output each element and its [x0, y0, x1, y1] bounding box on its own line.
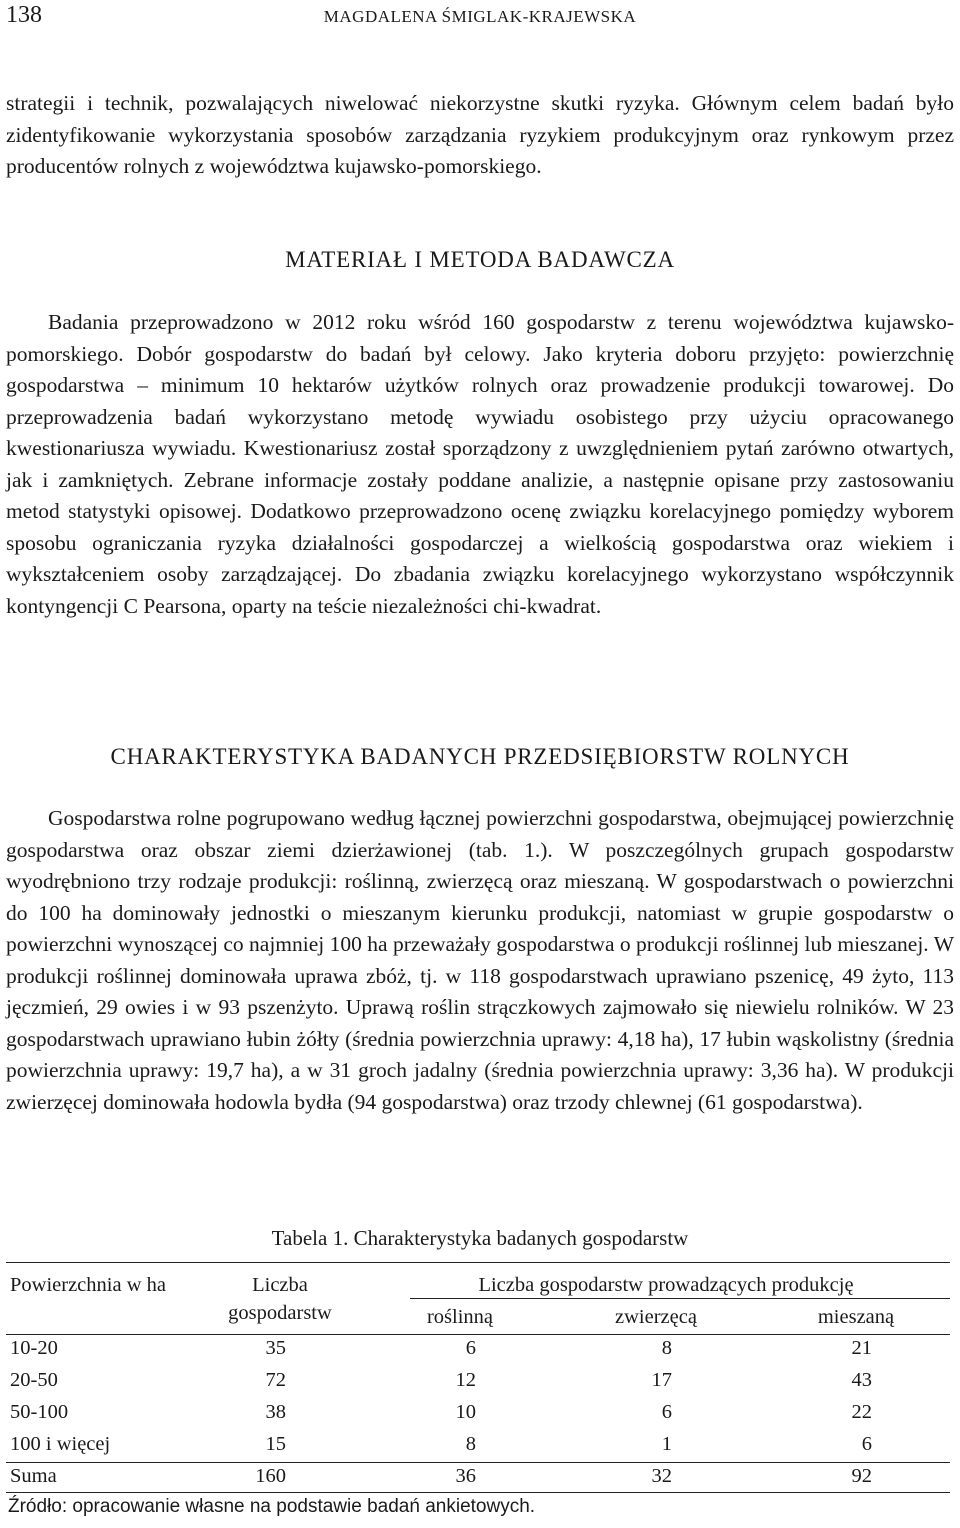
table-caption: Tabela 1. Charakterystyka badanych gospodarstw: [271, 1226, 689, 1250]
cell-mixed: 21: [851, 1337, 872, 1359]
cell-count: 72: [265, 1369, 286, 1391]
header-count-line2: gospodarstw: [228, 1302, 332, 1324]
cell-animal-total: 32: [651, 1465, 672, 1487]
table-bottom-rule: [6, 1492, 950, 1493]
page-number: 138: [6, 2, 42, 28]
table-header-rule: [6, 1334, 950, 1335]
cell-area: 20-50: [10, 1369, 58, 1391]
cell-area-total: Suma: [10, 1465, 57, 1487]
cell-plant: 6: [465, 1337, 476, 1359]
cell-mixed: 22: [851, 1401, 872, 1423]
cell-area: 100 i więcej: [10, 1433, 111, 1455]
header-area: Powierzchnia w ha: [10, 1274, 166, 1296]
cell-animal: 6: [661, 1401, 672, 1423]
cell-plant-total: 36: [455, 1465, 476, 1487]
cell-plant: 8: [465, 1433, 476, 1455]
cell-animal: 1: [661, 1433, 672, 1455]
cell-mixed-total: 92: [851, 1465, 872, 1487]
intro-paragraph: [6, 88, 954, 183]
cell-area: 50-100: [10, 1401, 69, 1423]
cell-animal: 8: [661, 1337, 672, 1359]
cell-mixed: 6: [861, 1433, 872, 1455]
table-top-rule: [6, 1262, 950, 1263]
header-mixed: mieszaną: [817, 1306, 895, 1328]
cell-count-total: 160: [255, 1465, 286, 1487]
characteristics-paragraph: [6, 803, 954, 1118]
method-paragraph-text: Badania przeprowadzono w 2012 roku wśród 160 gospodarstw z terenu województwa kujawsko-pomorskiego. Dobór gospodarstw do badań był celowy. Jako kryteria doboru przyjęto: powierzchnię gospodarstwa – minimum 10 hektarów użytków rolnych oraz prowadzenie produkcji towarowej. Do przeprowadzenia badań wykorzystano metodę wywiadu osobistego przy użyciu opracowanego kwestionariusza wywiadu. Kwestionariusz został sporządzony z uwzględnieniem pytań zarówno otwartych, jak i zamkniętych. Zebrane informacje zostały poddane analizie, a następnie opisane przy zastosowaniu metod statystyki opisowej. Dodatkowo przeprowadzono ocenę związku korelacyjnego pomiędzy wyborem sposobu ograniczania ryzyka działalności gospodarczej a wielkością gospodarstwa oraz wiekiem i wykształceniem osoby zarządzającej. Do zbadania związku korelacyjnego wykorzystano współczynnik kontyngencji C Pearsona, oparty na teście niezależności chi-kwadrat.: [6, 310, 954, 618]
header-plant: roślinną: [426, 1306, 494, 1328]
running-head: MAGDALENA ŚMIGLAK-KRAJEWSKA: [323, 7, 637, 26]
characteristics-paragraph-text: Gospodarstwa rolne pogrupowano według łącznej powierzchni gospodarstwa, obejmującej powierzchnię gospodarstwa oraz obszar ziemi dzierżawionej (tab. 1.). W poszczególnych grupach gospodarstw wyodrębniono trzy rodzaje produkcji: roślinną, zwierzęcą oraz mieszaną. W gospodarstwach o powierzchni do 100 ha dominowały jednostki o mieszanym kierunku produkcji, natomiast w grupie gospodarstw o powierzchni wynoszącej co najmniej 100 ha przeważały gospodarstwa o produkcji roślinnej lub mieszanej. W produkcji roślinnej dominowała uprawa zbóż, tj. w 118 gospodarstwach uprawiano pszenicę, 49 żyto, 113 jęczmień, 29 owies i w 93 pszenżyto. Uprawą roślin strączkowych zajmowało się niewielu rolników. W 23 gospodarstwach uprawiano łubin żółty (średnia powierzchnia uprawy: 4,18 ha), 17 łubin wąskolistny (średnia powierzchnia uprawy: 19,7 ha), a w 31 groch jadalny (średnia powierzchnia uprawy: 3,36 ha). W produkcji zwierzęcej dominowała hodowla bydła (94 gospodarstwa) oraz trzody chlewnej (61 gospodarstwa).: [6, 806, 954, 1114]
header-count-line1: Liczba: [252, 1274, 308, 1296]
header-production-group: Liczba gospodarstw prowadzących produkcję: [478, 1274, 854, 1296]
cell-mixed: 43: [851, 1369, 872, 1391]
table-group-rule: [410, 1298, 950, 1299]
page-header: [6, 2, 954, 32]
section-heading-characteristics: CHARAKTERYSTYKA BADANYCH PRZEDSIĘBIORSTW ROLNYCH: [110, 744, 850, 769]
cell-count: 15: [265, 1433, 286, 1455]
cell-area: 10-20: [10, 1337, 58, 1359]
method-paragraph: [6, 307, 954, 622]
cell-count: 35: [265, 1337, 286, 1359]
cell-plant: 12: [455, 1369, 476, 1391]
cell-plant: 10: [455, 1401, 476, 1423]
table-total-rule: [6, 1462, 950, 1463]
cell-count: 38: [265, 1401, 286, 1423]
table-source-note: Źródło: opracowanie własne na podstawie badań ankietowych.: [8, 1496, 536, 1517]
header-animal: zwierzęcą: [615, 1306, 697, 1328]
intro-paragraph-text: strategii i technik, pozwalających niwelować niekorzystne skutki ryzyka. Głównym celem badań było zidentyfikowanie wykorzystania sposobów zarządzania ryzykiem produkcyjnym oraz rynkowym przez producentów rolnych z województwa kujawsko-pomorskiego.: [6, 91, 954, 178]
section-heading-method: MATERIAŁ I METODA BADAWCZA: [285, 247, 675, 272]
cell-animal: 17: [651, 1369, 672, 1391]
